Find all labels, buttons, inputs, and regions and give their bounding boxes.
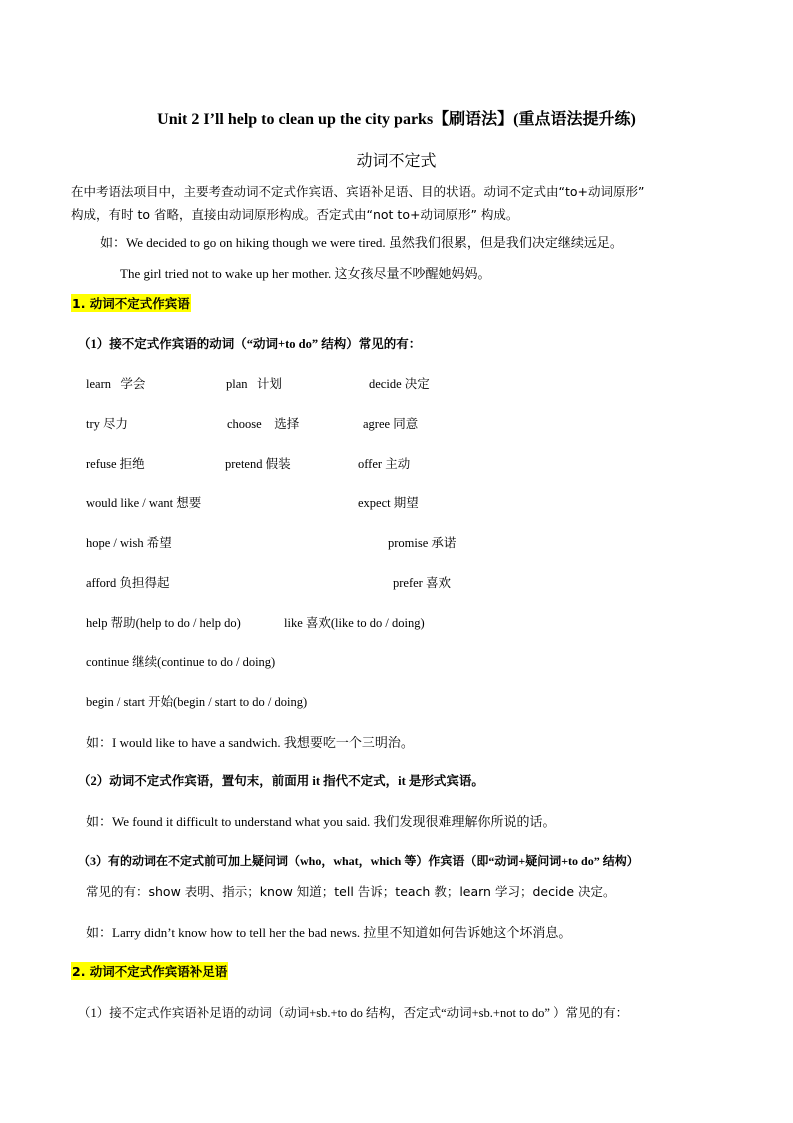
verb-item: decide 决定	[369, 376, 430, 391]
verb-item: would like / want 想要	[86, 495, 202, 510]
intro-line-2: 构成，有时 to 省略，直接由动词原形构成。否定式由“not to+动词原形” 构成。	[71, 207, 519, 222]
example-2: The girl tried not to wake up her mother. 这女孩尽量不吵醒她妈妈。	[120, 266, 491, 281]
example-1: 如：We decided to go on hiking though we were tired. 虽然我们很累，但是我们决定继续远足。	[100, 235, 623, 250]
verb-item: agree 同意	[363, 416, 419, 431]
verb-item: offer 主动	[358, 456, 411, 471]
verb-item: help 帮助(help to do / help do)	[86, 616, 241, 630]
verb-item: begin / start 开始(begin / start to do / doing)	[86, 695, 308, 709]
verb-item: expect 期望	[358, 495, 419, 510]
intro-line-1: 在中考语法项目中，主要考查动词不定式作宾语、宾语补足语、目的状语。动词不定式由“to+动词原形”	[71, 184, 645, 199]
example-difficult: 如：We found it difficult to understand what you said. 我们发现很难理解你所说的话。	[86, 814, 556, 829]
verb-item: choose 选择	[227, 416, 300, 431]
section-1-sub-1: （1）接不定式作宾语的动词（“动词+to do” 结构）常见的有：	[78, 337, 422, 351]
section-1-sub-3: （3）有的动词在不定式前可加上疑问词（who，what，which 等）作宾语（即“动词+疑问词+to do” 结构）	[78, 854, 639, 868]
example-sandwich: 如：I would like to have a sandwich. 我想要吃一个三明治。	[86, 735, 414, 750]
verb-item: try 尽力	[86, 416, 129, 431]
verb-item: learn 学会	[86, 376, 146, 391]
section-1-sub-2: （2）动词不定式作宾语，置句末，前面用 it 指代不定式，it 是形式宾语。	[78, 774, 484, 788]
verb-item: plan 计划	[226, 376, 282, 391]
verb-item: continue 继续(continue to do / doing)	[86, 655, 276, 669]
example-larry: 如：Larry didn’t know how to tell her the bad news. 拉里不知道如何告诉她这个坏消息。	[86, 925, 572, 940]
section-2-sub-1: （1）接不定式作宾语补足语的动词（动词+sb.+to do 结构，否定式“动词+sb.+not to do” ）常见的有：	[78, 1006, 629, 1020]
common-verbs: 常见的有：show 表明、指示；know 知道；tell 告诉；teach 教；learn 学习；decide 决定。	[86, 884, 616, 899]
section-1-heading: 1. 动词不定式作宾语	[72, 296, 190, 311]
section-title: 动词不定式	[356, 151, 437, 170]
section-2-heading: 2. 动词不定式作宾语补足语	[72, 964, 228, 979]
verb-item: prefer 喜欢	[393, 575, 451, 590]
verb-item: refuse 拒绝	[86, 456, 145, 471]
verb-item: promise 承诺	[388, 535, 457, 550]
verb-item: hope / wish 希望	[86, 535, 172, 550]
verb-item: afford 负担得起	[86, 575, 170, 590]
page-title: Unit 2 I’ll help to clean up the city parks【刷语法】(重点语法提升练)	[157, 111, 636, 128]
verb-item: like 喜欢(like to do / doing)	[284, 616, 425, 630]
verb-item: pretend 假装	[225, 456, 291, 471]
